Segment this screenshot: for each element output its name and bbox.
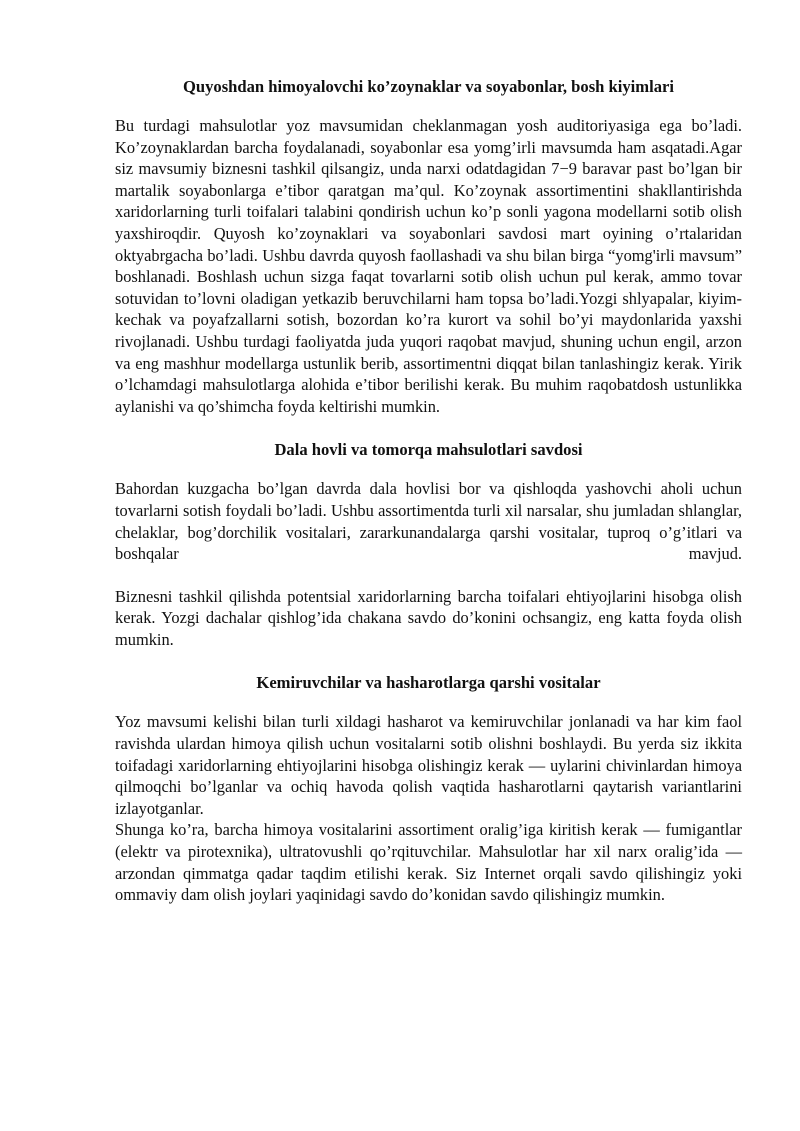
spacer [115,565,742,586]
spacer [115,694,742,711]
section-heading-garden-products: Dala hovli va tomorqa mahsulotlari savdosi [274,440,583,460]
spacer [115,461,742,478]
paragraph-pest-control-2: Shunga ko’ra, barcha himoya vositalarini assortiment oralig’iga kiritish kerak — fumigantlar (elektr va pirotexnika), ultratovushli qo’rqituvchilar. Mahsulotlar har xil narx oralig’ida — arzondan qimmatga qadar taqdim etilishi kerak. Siz Internet orqali savdo qilishingiz yoki ommaviy dam olish joylari yaqinidagi savdo do’konidan savdo qilishingiz mumkin. [115,820,742,905]
paragraph-pest-control-1: Yoz mavsumi kelishi bilan turli xildagi hasharot va kemiruvchilar jonlanadi va har kim faol ravishda ulardan himoya qilish uchun vositalarni sotib olishni boshlaydi. Bu yerda siz ikkita toifadagi xaridorlarning ehtiyojlarini hisobga olishingiz kerak — uylarini chivinlardan himoya qilmoqchi bo’lganlar va ochiq havoda qolish vaqtida hasharotlarni qaytarish variantlarini izlayotganlar. [115,712,742,818]
spacer [115,417,742,439]
section-heading-sun-protection: Quyoshdan himoyalovchi ko’zoynaklar va soyabonlar, bosh kiyimlari [182,77,674,96]
spacer [115,98,742,115]
paragraph-sun-protection: Bu turdagi mahsulotlar yoz mavsumidan cheklanmagan yosh auditoriyasiga ega bo’ladi. Ko’zoynaklardan barcha foydalanadi, soyabonlar esa yomg’irli mavsumda ham asqatadi.Agar siz mavsumiy biznesni tashkil qilsangiz, unda narxi odatdagidan 7−9 baravar past bo’lgan bir martalik soyabonlarga e’tibor qaratgan ma’qul. Ko’zoynak assortimentini shakllantirishda xaridorlarning turli toifalari talabini qondirish uchun ko’p sonli yagona modellarni sotib olish yaxshiroqdir. Quyosh ko’zoynaklari va soyabonlari savdosi mart oyining o’rtalaridan oktyabrgacha bo’ladi. Ushbu davrda quyosh faollashadi va shu bilan birga “yomg'irli mavsum” boshlanadi. Boshlash uchun sizga faqat tovarlarni sotib olish uchun pul kerak, ammo tovar sotuvidan to’lovni oladigan yetkazib beruvchilarni ham topsa bo’ladi.Yozgi shlyapalar, kiyim-kechak va poyafzallarni sotish, bozordan ko’ra kurort va sohil bo’yi maydonlarida yaxshi rivojlanadi. Ushbu turdagi faoliyatda juda yuqori raqobat mavjud, shuning uchun engil, arzon va eng mashhur modellarga ustunlik berib, assortimentni diqqat bilan tanlashingiz kerak. Yirik o’lchamdagi mahsulotlarga alohida e’tibor berilishi kerak. Bu muhim raqobatdosh ustunlikka aylanishi va qo’shimcha foyda keltirishi mumkin. [115,116,742,416]
document-page [115,76,742,906]
paragraph-garden-products-1: Bahordan kuzgacha bo’lgan davrda dala hovlisi bor va qishloqda yashovchi aholi uchun tovarlarni sotish foydali bo’ladi. Ushbu assortimentda turli xil narsalar, shu jumladan shlanglar, chelaklar, bog’dorchilik vositalari, zararkunandalarga qarshi vositalar, tuproq o’g’itlari va boshqalar mavjud. [115,479,742,564]
spacer [115,650,742,672]
section-heading-pest-control: Kemiruvchilar va hasharotlarga qarshi vositalar [256,673,601,693]
paragraph-garden-products-2: Biznesni tashkil qilishda potentsial xaridorlarning barcha toifalari ehtiyojlarini hisobga olish kerak. Yozgi dachalar qishlog’ida chakana savdo do’konini ochsangiz, eng katta foyda olish mumkin. [115,586,742,649]
